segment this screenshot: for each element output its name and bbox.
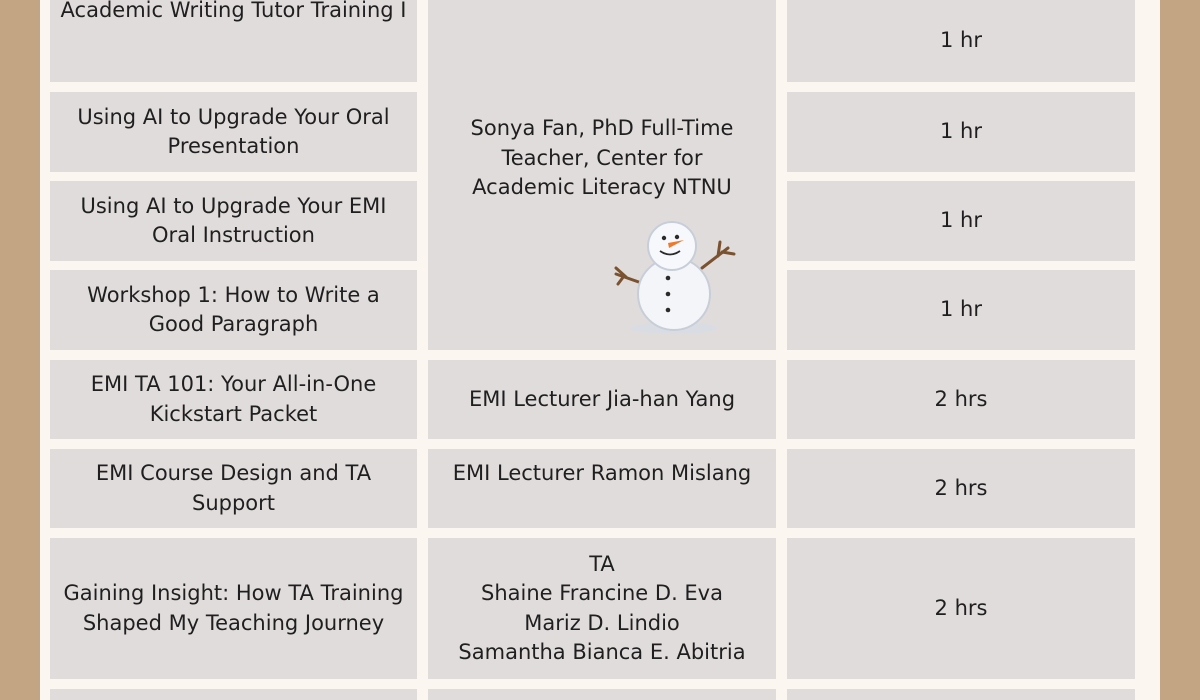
session-title-cell xyxy=(50,689,417,700)
session-title: Using AI to Upgrade Your EMI Oral Instruction xyxy=(80,193,387,247)
session-duration: 1 hr xyxy=(940,208,982,233)
session-duration: 1 hr xyxy=(940,119,982,144)
session-title-cell xyxy=(50,270,417,350)
presenter-name: Sonya Fan, PhD Full-Time Teacher, Center for Academic Literacy NTNU xyxy=(470,116,734,199)
session-duration-cell xyxy=(787,538,1135,679)
session-duration: 2 hrs xyxy=(934,386,988,411)
session-duration: 2 hrs xyxy=(934,475,988,500)
session-title-cell xyxy=(50,0,417,82)
presenter-cell xyxy=(428,449,776,528)
session-title-cell xyxy=(50,538,417,679)
session-title: Workshop 1: How to Write a Good Paragraph xyxy=(87,282,380,336)
session-title: EMI Course Design and TA Support xyxy=(95,461,372,515)
session-duration-cell xyxy=(787,360,1135,439)
session-duration-cell xyxy=(787,92,1135,172)
presenter-cell xyxy=(428,689,776,700)
session-title: Academic Writing Tutor Training I xyxy=(60,0,407,22)
session-title-cell xyxy=(50,181,417,261)
session-duration-cell xyxy=(787,449,1135,528)
presenter-name: EMI Lecturer Jia-han Yang xyxy=(468,386,736,411)
session-title-cell xyxy=(50,92,417,172)
session-duration: 1 hr xyxy=(940,28,982,53)
session-duration-cell xyxy=(787,270,1135,350)
presenter-cell xyxy=(428,538,776,679)
session-duration-cell xyxy=(787,181,1135,261)
snowman-icon xyxy=(610,216,740,340)
session-duration: 2 hrs xyxy=(934,595,988,620)
presenter-name: Mariz D. Lindio xyxy=(524,610,680,635)
session-title-cell xyxy=(50,360,417,439)
presenter-name: EMI Lecturer Ramon Mislang xyxy=(452,461,752,485)
session-duration-cell xyxy=(787,0,1135,82)
presenter-name: Shaine Francine D. Eva xyxy=(481,581,723,605)
session-title: Using AI to Upgrade Your Oral Presentation xyxy=(77,104,390,158)
session-title: Gaining Insight: How TA Training Shaped My Teaching Journey xyxy=(63,581,404,635)
presenter-name: Samantha Bianca E. Abitria xyxy=(458,640,746,664)
session-title-cell xyxy=(50,449,417,528)
session-title: EMI TA 101: Your All-in-One Kickstart Packet xyxy=(90,372,377,426)
session-duration: 1 hr xyxy=(940,297,982,322)
presenter-cell xyxy=(428,360,776,439)
session-duration-cell xyxy=(787,689,1135,700)
presenter-role: TA xyxy=(589,551,615,576)
